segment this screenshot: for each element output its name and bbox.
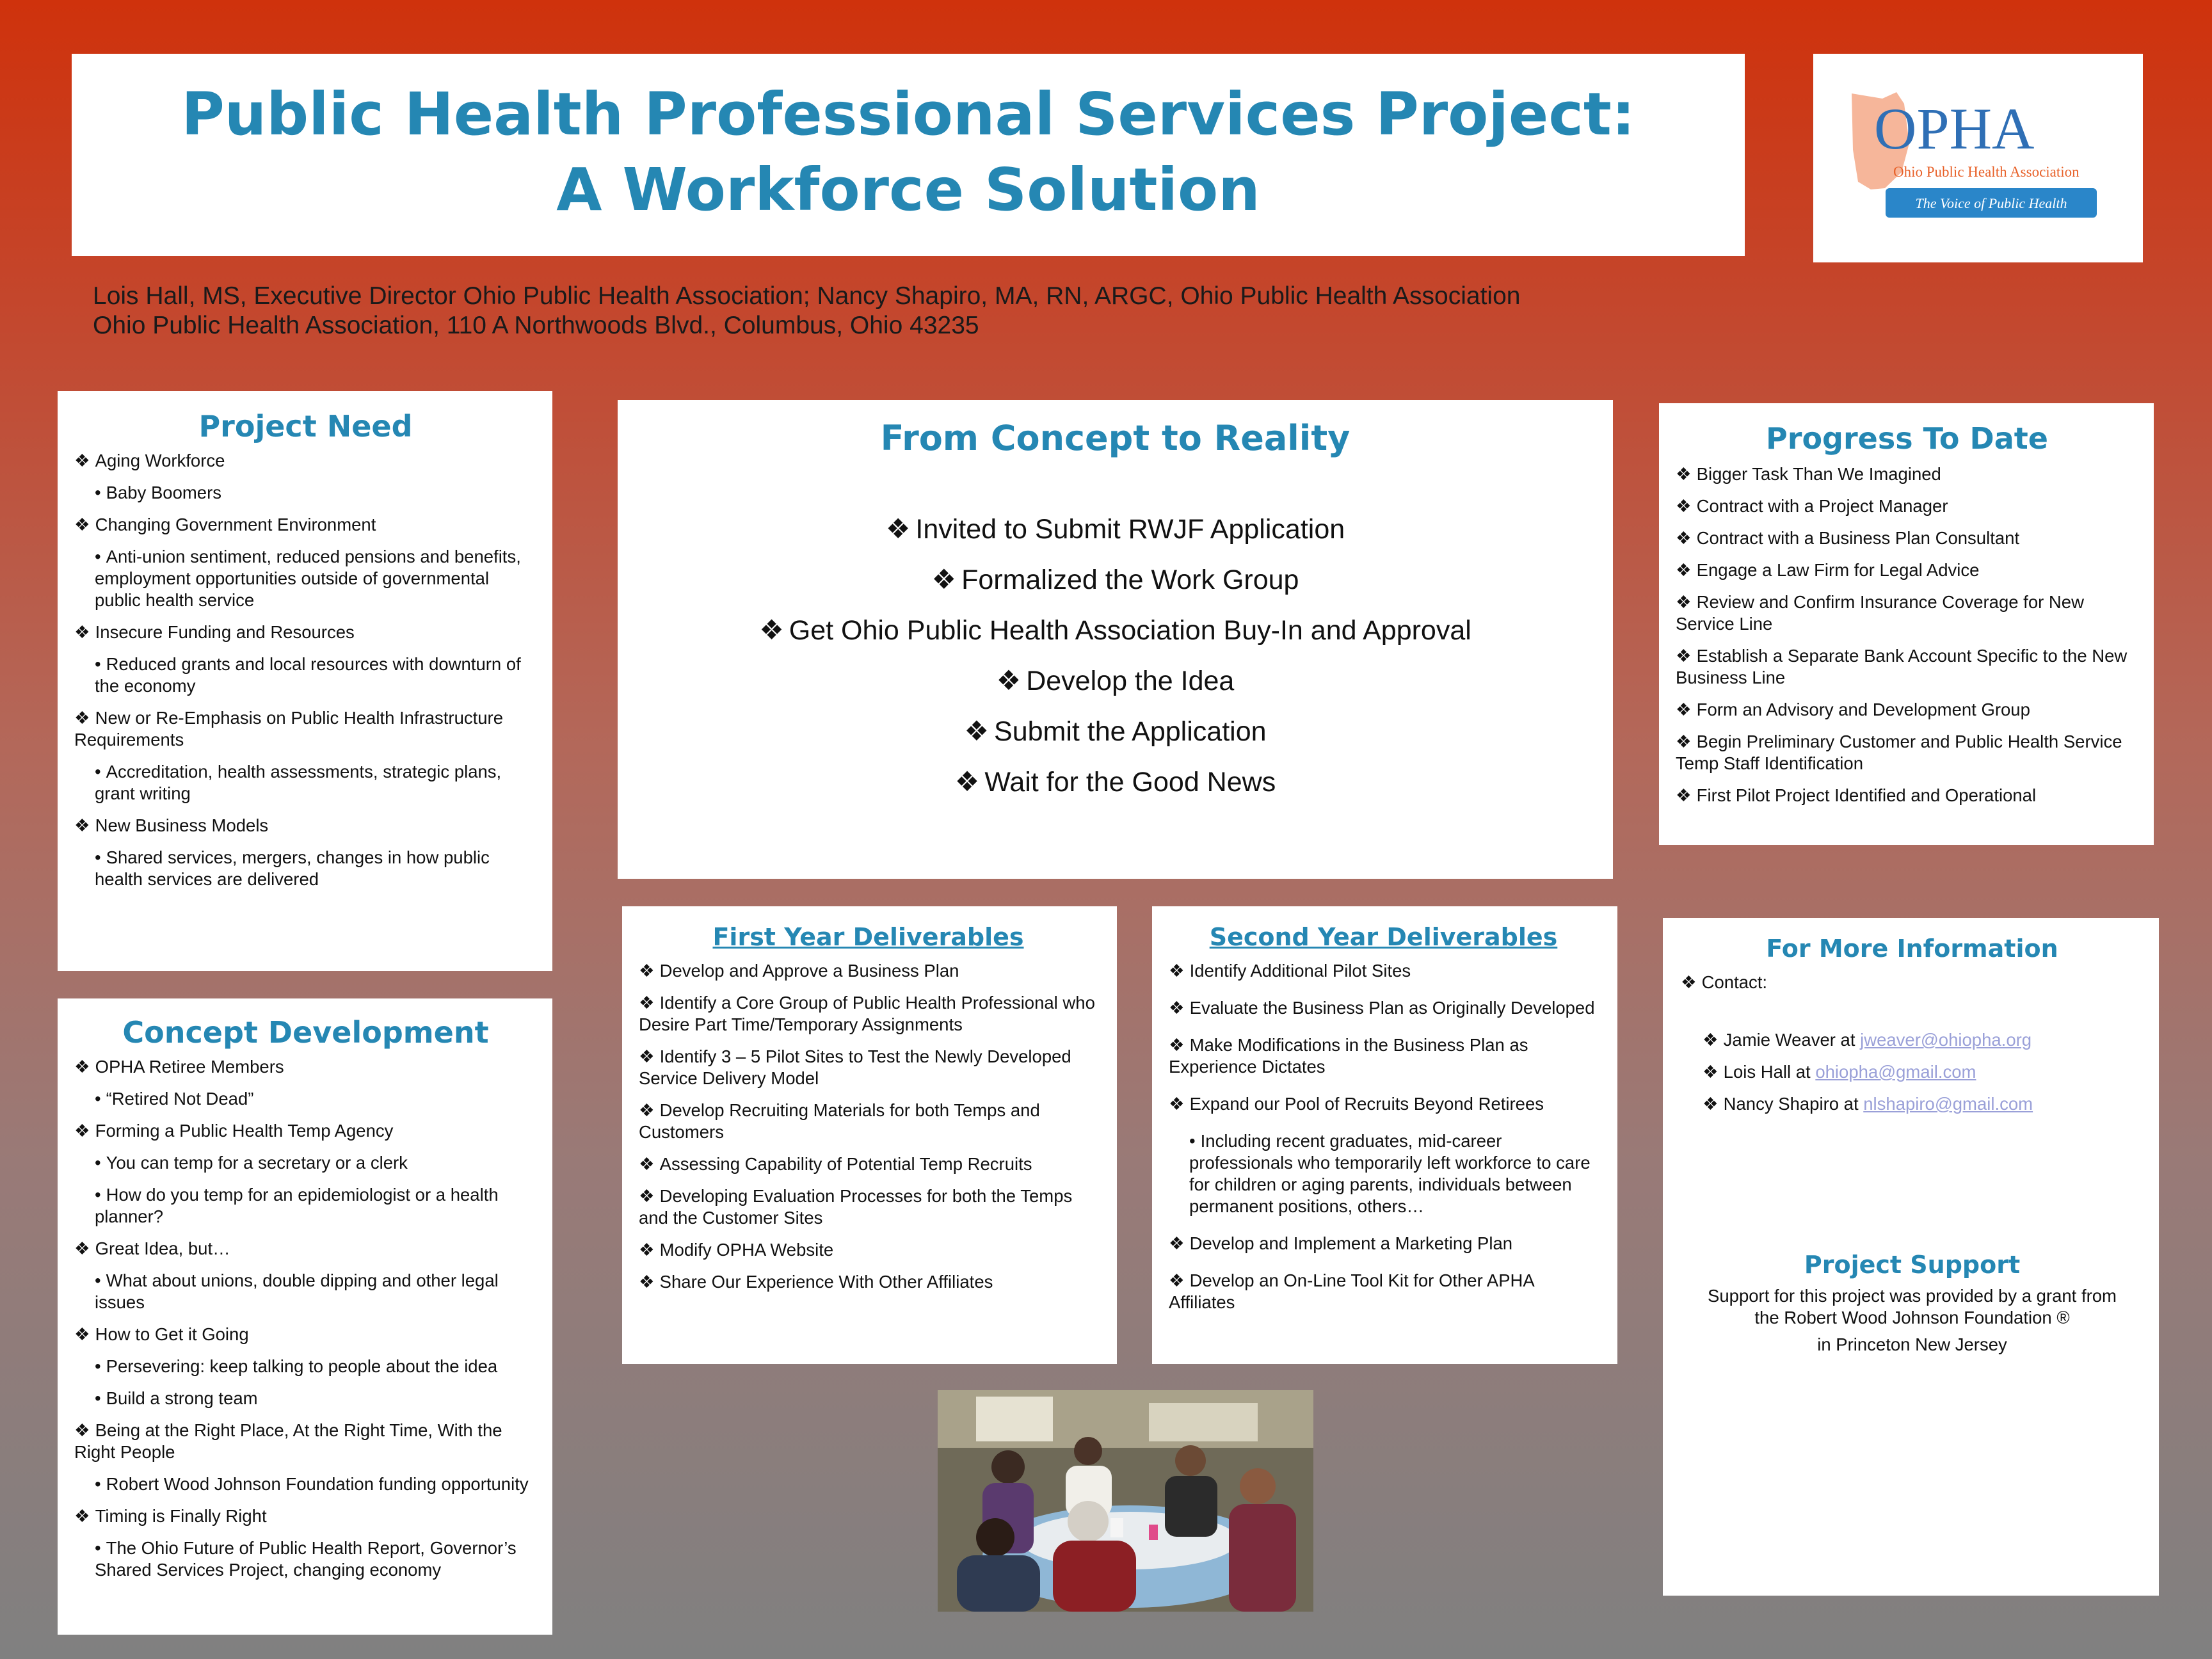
list-item [74,707,537,751]
list-item-text: What about unions, double dipping and other legal issues [95,1270,499,1312]
list-item [74,514,537,536]
poster-title-line2: A Workforce Solution [556,156,1260,224]
contact-email-link[interactable]: ohiopha@gmail.com [1815,1062,1976,1082]
bullet-icon: ❖ [74,622,90,642]
sub-bullet-icon: • [95,483,101,502]
progress-title: Progress To Date [1766,421,2048,456]
bullet-icon: ❖ [74,815,90,835]
list-item [1676,463,2138,485]
authors-line1: Lois Hall, MS, Executive Director Ohio Public Health Association; Nancy Shapiro, MA, RN, ARGC, Ohio Public Health Association [93,282,1521,310]
bullet-icon: ❖ [74,451,90,470]
more-info-title: For More Information [1766,934,2058,963]
list-item [1169,1233,1598,1254]
sub-bullet-icon: • [95,1388,101,1408]
contact-name: Nancy Shapiro at [1723,1094,1859,1114]
sub-bullet-icon: • [95,1538,101,1558]
bullet-icon: ❖ [639,1154,655,1174]
authors-block [93,282,1520,341]
bullet-icon: ❖ [1676,646,1692,666]
list-item [74,1056,537,1078]
bullet-icon: ❖ [639,1046,655,1066]
list-item-text: Insecure Funding and Resources [95,622,355,642]
list-item [639,1271,1098,1293]
concept-development-panel [58,998,552,1635]
bullet-icon: ❖ [74,1324,90,1344]
list-item-text: You can temp for a secretary or a clerk [106,1153,408,1173]
bullet-icon: ❖ [639,1100,655,1120]
list-item-text: Developing Evaluation Processes for both the Temps and the Customer Sites [639,1186,1073,1228]
list-item-text: Baby Boomers [106,483,222,502]
contact-email-link[interactable]: nlshapiro@gmail.com [1863,1094,2033,1114]
list-item-text: Persevering: keep talking to people about the idea [106,1356,498,1376]
list-item-text: Identify a Core Group of Public Health Professional who Desire Part Time/Temporary Assignments [639,993,1095,1034]
second-year-panel [1152,906,1617,1364]
bullet-icon: ❖ [1676,496,1692,516]
concept-development-title: Concept Development [122,1015,489,1050]
list-item [639,1185,1098,1229]
list-item [1169,1093,1598,1115]
contact-name: Lois Hall at [1723,1062,1811,1082]
sub-list-item [74,546,537,611]
project-need-list [74,450,537,890]
sub-list-item [74,1356,537,1377]
list-item [1169,1270,1598,1313]
list-item-text: Contract with a Project Manager [1696,496,1948,516]
list-item-text: Assessing Capability of Potential Temp Recruits [659,1154,1032,1174]
list-item [639,960,1098,982]
list-item-text: Forming a Public Health Temp Agency [95,1121,394,1141]
contact-item [1703,1029,2144,1051]
concept-to-reality-list [618,504,1613,808]
title-panel [72,54,1745,256]
opha-logo-panel [1813,54,2143,262]
list-item [1676,645,2138,689]
bullet-icon: ❖ [964,716,990,747]
reality-item [618,757,1613,808]
list-item-text: Modify OPHA Website [659,1240,834,1260]
sub-bullet-icon: • [95,762,101,781]
sub-list-item [74,1270,537,1313]
bullet-icon: ❖ [639,961,655,981]
authors-line2: Ohio Public Health Association, 110 A Northwoods Blvd., Columbus, Ohio 43235 [93,312,979,339]
sub-bullet-icon: • [95,1185,101,1205]
list-item-text: Identify Additional Pilot Sites [1189,961,1411,981]
bullet-icon: ❖ [1681,972,1697,992]
sub-list-item [74,1184,537,1228]
sub-list-item [74,847,537,890]
list-item [74,621,537,643]
list-item [74,1505,537,1527]
list-item-text: Reduced grants and local resources with downturn of the economy [95,654,521,696]
logo-tagline: The Voice of Public Health [1915,195,2067,211]
bullet-icon: ❖ [74,1121,90,1141]
progress-panel [1659,403,2154,845]
list-item-text: New Business Models [95,815,269,835]
list-item-text: Being at the Right Place, At the Right Time, With the Right People [74,1420,502,1462]
sub-bullet-icon: • [1189,1131,1196,1151]
list-item-text: Develop and Implement a Marketing Plan [1189,1233,1513,1253]
list-item [1676,559,2138,581]
project-need-title: Project Need [198,409,413,444]
contact-item [1703,1093,2144,1115]
list-item-text: Anti-union sentiment, reduced pensions and benefits, employment opportunities outside of governmental public health service [95,547,521,610]
logo-org-name: Ohio Public Health Association [1893,164,2080,180]
list-item-text: How do you temp for an epidemiologist or a health planner? [95,1185,499,1226]
contact-item [1703,1061,2144,1083]
reality-item [618,656,1613,707]
project-support-title: Project Support [1804,1251,2021,1279]
reality-item-text: Develop the Idea [1026,666,1235,696]
list-item-text: Timing is Finally Right [95,1506,267,1526]
list-item-text: Begin Preliminary Customer and Public Health Service Temp Staff Identification [1676,732,2122,773]
contacts-list [1681,1029,2144,1115]
sub-bullet-icon: • [95,1474,101,1494]
bullet-icon: ❖ [1169,1270,1185,1290]
contact-label: ❖ Contact: [1681,972,1768,992]
bullet-icon: ❖ [1703,1062,1719,1082]
sub-bullet-icon: • [95,1153,101,1173]
list-item-text: Aging Workforce [95,451,225,470]
list-item-text: Establish a Separate Bank Account Specific to the New Business Line [1676,646,2128,687]
project-support-line1: Support for this project was provided by a grant from [1708,1286,2117,1306]
sub-list-item [74,1388,537,1409]
opha-logo [1813,54,2143,262]
sub-list-item [74,482,537,504]
list-item [639,1100,1098,1143]
sub-list-item [1169,1130,1598,1217]
list-item-text: Including recent graduates, mid-career professionals who temporarily left workforce to care for children or aging parents, individuals between permanent positions, others… [1189,1131,1591,1216]
concept-to-reality-panel [618,400,1613,879]
bullet-icon: ❖ [996,666,1022,696]
list-item-text: Form an Advisory and Development Group [1696,700,2030,719]
sub-bullet-icon: • [95,547,101,566]
list-item [1676,731,2138,774]
list-item-text: Review and Confirm Insurance Coverage for New Service Line [1676,592,2084,634]
bullet-icon: ❖ [1676,528,1692,548]
sub-bullet-icon: • [95,1270,101,1290]
list-item [74,1420,537,1463]
list-item [1169,1034,1598,1078]
poster-title-line1: Public Health Professional Services Project: [181,80,1635,148]
bullet-icon: ❖ [1169,1233,1185,1253]
sub-list-item [74,1473,537,1495]
list-item-text: “Retired Not Dead” [106,1089,254,1109]
first-year-list [639,960,1098,1293]
project-support-line2: the Robert Wood Johnson Foundation ® [1754,1308,2070,1327]
reality-item-text: Wait for the Good News [984,767,1276,797]
bullet-icon: ❖ [1703,1094,1719,1114]
list-item-text: New or Re-Emphasis on Public Health Infrastructure Requirements [74,708,504,749]
bullet-icon: ❖ [1703,1030,1719,1050]
list-item-text: The Ohio Future of Public Health Report, Governor’s Shared Services Project, changing economy [95,1538,517,1580]
second-year-list [1169,960,1598,1313]
list-item [639,1153,1098,1175]
contact-name: Jamie Weaver at [1723,1030,1855,1050]
first-year-panel [622,906,1117,1364]
list-item [74,1324,537,1345]
bullet-icon: ❖ [1676,700,1692,719]
bullet-icon: ❖ [1676,732,1692,751]
list-item [74,815,537,837]
sub-bullet-icon: • [95,1089,101,1109]
concept-development-list [74,1056,537,1581]
reality-item [618,605,1613,656]
sub-list-item [74,761,537,805]
list-item-text: Identify 3 – 5 Pilot Sites to Test the Newly Developed Service Delivery Model [639,1046,1071,1088]
bullet-icon: ❖ [74,1238,90,1258]
logo-wordmark: OPHA [1874,96,2035,161]
list-item-text: Share Our Experience With Other Affiliates [659,1272,993,1292]
second-year-title: Second Year Deliverables [1209,923,1558,951]
list-item [1676,785,2138,806]
list-item-text: Robert Wood Johnson Foundation funding opportunity [106,1474,529,1494]
bullet-icon: ❖ [1169,1035,1185,1055]
sub-list-item [74,653,537,697]
list-item [1169,997,1598,1019]
list-item-text: Build a strong team [106,1388,258,1408]
bullet-icon: ❖ [931,565,957,595]
sub-bullet-icon: • [95,654,101,674]
reality-item-text: Invited to Submit RWJF Application [915,514,1345,545]
bullet-icon: ❖ [74,708,90,728]
project-support-line3: in Princeton New Jersey [1817,1334,2007,1354]
bullet-icon: ❖ [639,993,655,1013]
bullet-icon: ❖ [74,1057,90,1077]
list-item [74,1120,537,1142]
bullet-icon: ❖ [759,615,784,646]
sub-bullet-icon: • [95,1356,101,1376]
first-year-title: First Year Deliverables [712,923,1024,951]
contact-email-link[interactable]: jweaver@ohiopha.org [1860,1030,2032,1050]
reality-item-text: Submit the Application [994,716,1267,747]
list-item [1676,495,2138,517]
bullet-icon: ❖ [1676,592,1692,612]
workshop-photo [938,1390,1313,1612]
list-item-text: Engage a Law Firm for Legal Advice [1696,560,1980,580]
list-item-text: Changing Government Environment [95,515,376,534]
sub-list-item [74,1088,537,1110]
list-item-text: Develop an On-Line Tool Kit for Other APHA Affiliates [1169,1270,1534,1312]
list-item [1676,527,2138,549]
list-item [1169,960,1598,982]
list-item-text: Make Modifications in the Business Plan as Experience Dictates [1169,1035,1528,1077]
reality-item [618,707,1613,757]
list-item-text: Bigger Task Than We Imagined [1696,464,1941,484]
bullet-icon: ❖ [954,767,980,797]
list-item-text: Expand our Pool of Recruits Beyond Retirees [1189,1094,1544,1114]
bullet-icon: ❖ [1169,961,1185,981]
list-item [74,1238,537,1260]
bullet-icon: ❖ [74,1420,90,1440]
reality-item [618,504,1613,555]
bullet-icon: ❖ [74,515,90,534]
sub-list-item [74,1152,537,1174]
list-item [639,992,1098,1036]
reality-item-text: Formalized the Work Group [961,565,1299,595]
list-item-text: Great Idea, but… [95,1238,230,1258]
more-info-panel [1663,918,2159,1596]
bullet-icon: ❖ [74,1506,90,1526]
list-item-text: OPHA Retiree Members [95,1057,284,1077]
list-item [1676,591,2138,635]
sub-bullet-icon: • [95,847,101,867]
list-item [1676,699,2138,721]
bullet-icon: ❖ [1676,560,1692,580]
sub-list-item [74,1537,537,1581]
list-item [639,1239,1098,1261]
bullet-icon: ❖ [639,1272,655,1292]
bullet-icon: ❖ [885,514,911,545]
bullet-icon: ❖ [1676,785,1692,805]
bullet-icon: ❖ [1169,998,1185,1018]
list-item [639,1046,1098,1089]
bullet-icon: ❖ [639,1186,655,1206]
progress-list [1676,463,2138,806]
list-item-text: First Pilot Project Identified and Operational [1696,785,2037,805]
list-item-text: How to Get it Going [95,1324,249,1344]
reality-item [618,555,1613,605]
list-item-text: Develop and Approve a Business Plan [659,961,959,981]
bullet-icon: ❖ [1676,464,1692,484]
bullet-icon: ❖ [639,1240,655,1260]
project-support-section [1681,1251,2144,1356]
list-item-text: Contract with a Business Plan Consultant [1696,528,2020,548]
project-need-panel [58,391,552,971]
concept-to-reality-title: From Concept to Reality [880,418,1350,458]
list-item-text: Shared services, mergers, changes in how public health services are delivered [95,847,490,889]
bullet-icon: ❖ [1169,1094,1185,1114]
reality-item-text: Get Ohio Public Health Association Buy-In and Approval [789,615,1471,646]
list-item-text: Develop Recruiting Materials for both Temps and Customers [639,1100,1040,1142]
list-item-text: Accreditation, health assessments, strategic plans, grant writing [95,762,502,803]
list-item [74,450,537,472]
list-item-text: Evaluate the Business Plan as Originally Developed [1189,998,1595,1018]
